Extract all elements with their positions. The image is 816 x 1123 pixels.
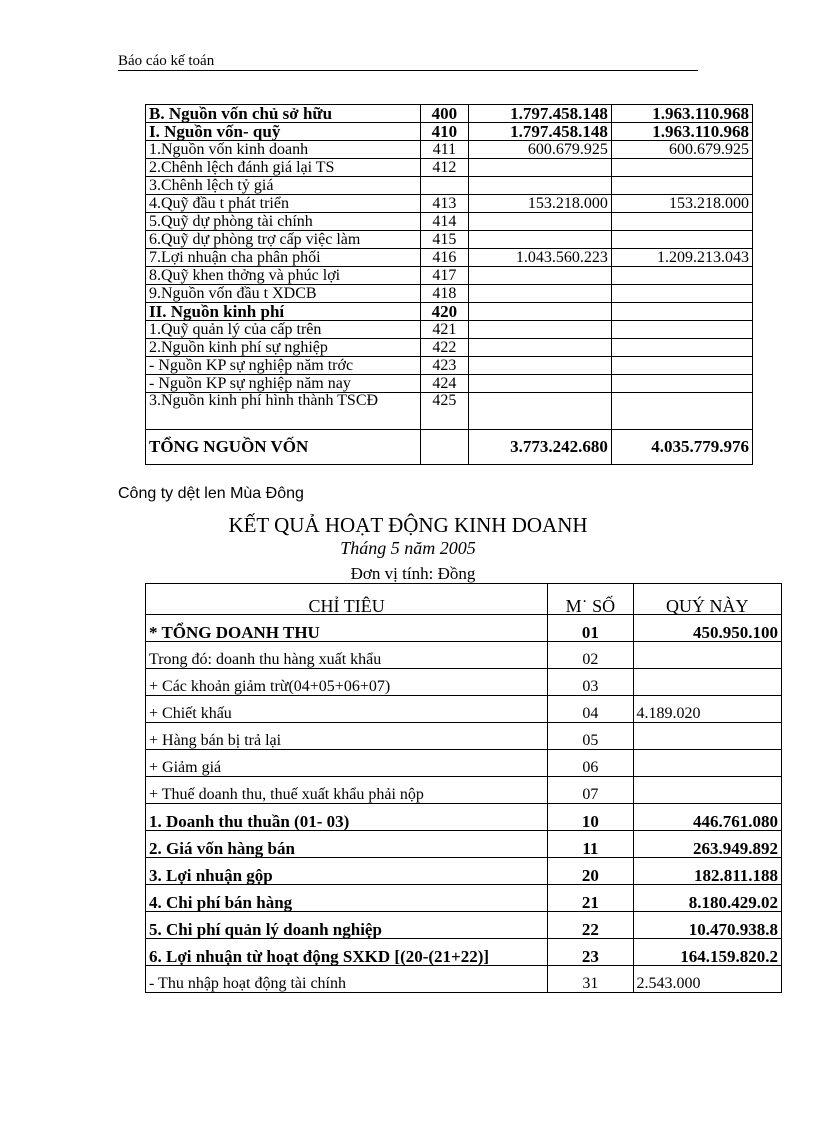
table-row <box>146 723 782 750</box>
row-value: 182.811.188 <box>633 858 781 885</box>
table-row <box>146 777 782 804</box>
row-value: 263.949.892 <box>633 831 781 858</box>
header-indicator: CHỈ TIÊU <box>146 584 548 615</box>
total-value-start: 3.773.242.680 <box>468 430 611 465</box>
row-value-start <box>468 213 611 231</box>
row-label: 7.Lợi nhuận cha phân phối <box>146 249 421 267</box>
row-code: 400 <box>421 105 469 123</box>
row-label: 2.Chênh lệch đánh giá lại TS <box>146 159 421 177</box>
row-label: Trong đó: doanh thu hàng xuất khẩu <box>146 642 548 669</box>
income-statement-table <box>145 583 782 993</box>
row-label: 1.Quỹ quản lý của cấp trên <box>146 321 421 339</box>
row-value-start <box>468 357 611 375</box>
row-value: 8.180.429.02 <box>633 885 781 912</box>
row-label: - Nguồn KP sự nghiệp năm trớc <box>146 357 421 375</box>
total-value-end: 4.035.779.976 <box>611 430 752 465</box>
row-code: 03 <box>548 669 633 696</box>
row-value-end: 600.679.925 <box>611 141 752 159</box>
row-value-start: 153.218.000 <box>468 195 611 213</box>
row-value-start <box>468 321 611 339</box>
row-value-end <box>611 267 752 285</box>
table-row <box>146 966 782 993</box>
row-value: 446.761.080 <box>633 804 781 831</box>
table-row <box>146 375 753 393</box>
row-code: 421 <box>421 321 469 339</box>
row-label: 8.Quỹ khen thởng và phúc lợi <box>146 267 421 285</box>
row-label: 4. Chi phí bán hàng <box>146 885 548 912</box>
row-code: 20 <box>548 858 633 885</box>
row-value-start: 1.043.560.223 <box>468 249 611 267</box>
row-label: B. Nguồn vốn chủ sở hữu <box>146 105 421 123</box>
row-value-start <box>468 375 611 393</box>
table-row <box>146 885 782 912</box>
row-label: 6.Quỹ dự phòng trợ cấp việc làm <box>146 231 421 249</box>
row-code: 07 <box>548 777 633 804</box>
row-code: 423 <box>421 357 469 375</box>
row-value-end <box>611 375 752 393</box>
table-row <box>146 213 753 231</box>
row-code: 413 <box>421 195 469 213</box>
total-code <box>421 430 469 465</box>
row-label: + Giảm giá <box>146 750 548 777</box>
table-row <box>146 393 753 430</box>
table-row <box>146 339 753 357</box>
row-code: 05 <box>548 723 633 750</box>
row-label: - Thu nhập hoạt động tài chính <box>146 966 548 993</box>
row-value-start <box>468 267 611 285</box>
row-label: 2.Nguồn kinh phí sự nghiệp <box>146 339 421 357</box>
table-row <box>146 912 782 939</box>
row-value-end <box>611 159 752 177</box>
row-code: 04 <box>548 696 633 723</box>
table-row <box>146 642 782 669</box>
row-value-end <box>611 393 752 430</box>
page-header: Báo cáo kế toán <box>118 52 698 71</box>
row-code: 417 <box>421 267 469 285</box>
table-row <box>146 357 753 375</box>
row-value-start <box>468 285 611 303</box>
row-code: 10 <box>548 804 633 831</box>
row-label: + Chiết khấu <box>146 696 548 723</box>
row-code: 21 <box>548 885 633 912</box>
table-row <box>146 285 753 303</box>
table-row <box>146 321 753 339</box>
row-value-start <box>468 231 611 249</box>
row-label: 3.Chênh lệch tỷ giá <box>146 177 421 195</box>
table-row <box>146 123 753 141</box>
row-value <box>633 777 781 804</box>
row-label: 1.Nguồn vốn kinh doanh <box>146 141 421 159</box>
row-value-end <box>611 303 752 321</box>
row-value-end <box>611 357 752 375</box>
row-value-start <box>468 159 611 177</box>
row-code: 410 <box>421 123 469 141</box>
row-value: 164.159.820.2 <box>633 939 781 966</box>
table-row <box>146 249 753 267</box>
table-row <box>146 939 782 966</box>
row-label: 5.Quỹ dự phòng tài chính <box>146 213 421 231</box>
row-label: 4.Quỹ đầu t phát triển <box>146 195 421 213</box>
row-value: 4.189.020 <box>633 696 781 723</box>
row-value-end: 153.218.000 <box>611 195 752 213</box>
row-value: 450.950.100 <box>633 615 781 642</box>
row-value-start <box>468 393 611 430</box>
row-code: 422 <box>421 339 469 357</box>
row-label: 3.Nguồn kinh phí hình thành TSCĐ <box>146 393 421 430</box>
table-row <box>146 195 753 213</box>
row-value-start <box>468 177 611 195</box>
table-row <box>146 231 753 249</box>
row-value <box>633 669 781 696</box>
row-code: 415 <box>421 231 469 249</box>
row-label: + Thuế doanh thu, thuế xuất khẩu phải nộp <box>146 777 548 804</box>
row-value-end <box>611 231 752 249</box>
total-label: TỔNG NGUỒN VỐN <box>146 430 421 465</box>
row-value <box>633 642 781 669</box>
row-code: 425 <box>421 393 469 430</box>
row-value-end: 1.963.110.968 <box>611 105 752 123</box>
row-code: 416 <box>421 249 469 267</box>
table-row <box>146 858 782 885</box>
table-row <box>146 750 782 777</box>
row-value-start: 600.679.925 <box>468 141 611 159</box>
row-label: II. Nguồn kinh phí <box>146 303 421 321</box>
row-value-start <box>468 303 611 321</box>
row-value <box>633 750 781 777</box>
row-code: 22 <box>548 912 633 939</box>
row-code: 06 <box>548 750 633 777</box>
row-label: + Các khoản giảm trừ(04+05+06+07) <box>146 669 548 696</box>
row-label: I. Nguồn vốn- quỹ <box>146 123 421 141</box>
row-value-end <box>611 321 752 339</box>
row-value <box>633 723 781 750</box>
header-code: M˙ SỐ <box>548 584 633 615</box>
row-code: 420 <box>421 303 469 321</box>
company-name: Công ty dệt len Mùa Đông <box>118 485 304 502</box>
row-code: 01 <box>548 615 633 642</box>
row-label: 3. Lợi nhuận gộp <box>146 858 548 885</box>
row-code: 02 <box>548 642 633 669</box>
row-code: 424 <box>421 375 469 393</box>
row-code: 23 <box>548 939 633 966</box>
report-title: KẾT QUẢ HOẠT ĐỘNG KINH DOANH <box>228 513 588 537</box>
row-code: 418 <box>421 285 469 303</box>
table-row <box>146 696 782 723</box>
table-row <box>146 804 782 831</box>
table-row <box>146 303 753 321</box>
row-label: 1. Doanh thu thuần (01- 03) <box>146 804 548 831</box>
row-value-end <box>611 213 752 231</box>
row-label: 2. Giá vốn hàng bán <box>146 831 548 858</box>
report-period: Tháng 5 năm 2005 <box>340 538 476 558</box>
row-label: + Hàng bán bị trả lại <box>146 723 548 750</box>
table-header-row <box>146 584 782 615</box>
report-unit: Đơn vị tính: Đồng <box>350 564 476 583</box>
row-value-start: 1.797.458.148 <box>468 123 611 141</box>
row-value-start <box>468 339 611 357</box>
table-row <box>146 267 753 285</box>
row-value: 2.543.000 <box>633 966 781 993</box>
table-row <box>146 615 782 642</box>
table-row <box>146 177 753 195</box>
row-value-start: 1.797.458.148 <box>468 105 611 123</box>
table-row <box>146 159 753 177</box>
row-code: 11 <box>548 831 633 858</box>
total-row <box>146 430 753 465</box>
row-label: 9.Nguồn vốn đầu t XDCB <box>146 285 421 303</box>
row-value-end <box>611 177 752 195</box>
row-value-end: 1.963.110.968 <box>611 123 752 141</box>
row-code <box>421 177 469 195</box>
table-row <box>146 831 782 858</box>
row-code: 31 <box>548 966 633 993</box>
row-value: 10.470.938.8 <box>633 912 781 939</box>
row-code: 411 <box>421 141 469 159</box>
row-label: 6. Lợi nhuận từ hoạt động SXKD [(20-(21+22)] <box>146 939 548 966</box>
header-value: QUÝ NÀY <box>633 584 781 615</box>
row-code: 414 <box>421 213 469 231</box>
balance-sheet-table <box>145 104 753 465</box>
row-code: 412 <box>421 159 469 177</box>
table-row <box>146 141 753 159</box>
row-label: - Nguồn KP sự nghiệp năm nay <box>146 375 421 393</box>
row-value-end <box>611 339 752 357</box>
row-value-end: 1.209.213.043 <box>611 249 752 267</box>
table-row <box>146 105 753 123</box>
row-label: 5. Chi phí quản lý doanh nghiệp <box>146 912 548 939</box>
row-label: * TỔNG DOANH THU <box>146 615 548 642</box>
table-row <box>146 669 782 696</box>
row-value-end <box>611 285 752 303</box>
